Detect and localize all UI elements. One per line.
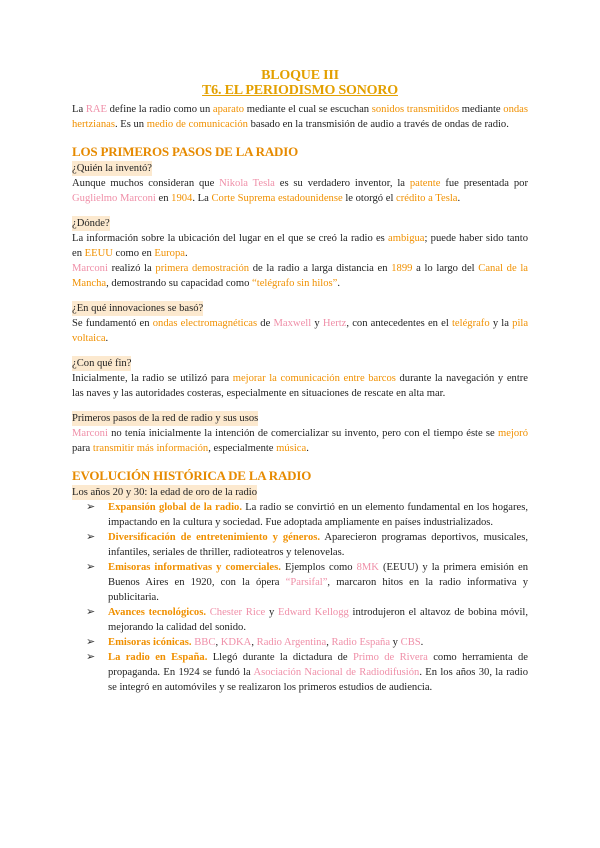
question-innovations: ¿En qué innovaciones se basó? xyxy=(72,303,204,314)
subheading-golden-age: Los años 20 y 30: la edad de oro de la radio xyxy=(72,487,258,498)
topic-title: T6. EL PERIODISMO SONORO xyxy=(202,83,398,98)
list-item: ➢ Avances tecnológicos. Chester Rice y Edward Kellogg introdujeron el altavoz de bobina móvil, mejorando la calidad del sonido. xyxy=(86,606,528,633)
question-who: ¿Quién la inventó? xyxy=(72,163,153,174)
section-heading-first-steps: LOS PRIMEROS PASOS DE LA RADIO xyxy=(72,144,298,159)
question-purpose: ¿Con qué fin? xyxy=(72,358,132,369)
paragraph-who: Aunque muchos consideran que Nikola Tesla es su verdadero inventor, la patente fue presentada por Guglielmo Marconi en 1904. La Corte Suprema estadounidense le otorgó el crédito a Tesla. xyxy=(72,178,528,204)
arrow-bullet-icon: ➢ xyxy=(86,501,96,513)
list-item: ➢ Expansión global de la radio. La radio se convirtió en un elemento fundamental en los hogares, impactando en la cultura y sociedad. Fue adoptada ampliamente en países industrializados. xyxy=(86,501,529,528)
paragraph-where-demo: Marconi realizó la primera demostración de la radio a larga distancia en 1899 a lo largo del Canal de la Mancha, demostrando su capacidad como “telégrafo sin hilos”. xyxy=(72,263,528,289)
paragraph-innovations: Se fundamentó en ondas electromagnéticas de Maxwell y Hertz, con antecedentes en el telégrafo y la pila voltaica. xyxy=(72,318,529,344)
list-item: ➢ Emisoras informativas y comerciales. Ejemplos como 8MK (EEUU) y la primera emisión en Buenos Aires en 1920, con la ópera “Parsifal”, marcaron hitos en la radio informativa y publicitaria. xyxy=(86,561,529,603)
paragraph-where: La información sobre la ubicación del lugar en el que se creó la radio es ambigua; puede haber sido tanto en EEUU como en Europa. xyxy=(72,233,528,259)
list-item: ➢ Diversificación de entretenimiento y géneros. Aparecieron programas deportivos, musicales, infantiles, seriales de thriller, radioteatros y telenovelas. xyxy=(86,531,528,558)
list-item: ➢ Emisoras icónicas. BBC, KDKA, Radio Argentina, Radio España y CBS. xyxy=(86,636,424,648)
section-heading-evolution: EVOLUCIÓN HISTÓRICA DE LA RADIO xyxy=(72,468,312,483)
evolution-list xyxy=(72,500,528,695)
arrow-bullet-icon: ➢ xyxy=(86,636,96,648)
arrow-bullet-icon: ➢ xyxy=(86,561,96,573)
arrow-bullet-icon: ➢ xyxy=(86,531,96,543)
intro-paragraph: La RAE define la radio como un aparato mediante el cual se escuchan sonidos transmitidos mediante ondas hertzianas. Es un medio de comunicación basado en la transmisión de audio a través de ondas de radio. xyxy=(72,104,528,130)
paragraph-purpose: Inicialmente, la radio se utilizó para mejorar la comunicación entre barcos durante la navegación y entre las naves y las autoridades costeras, especialmente en situaciones de rescate en alta mar. xyxy=(72,373,528,399)
arrow-bullet-icon: ➢ xyxy=(86,606,96,618)
block-title: BLOQUE III xyxy=(261,68,339,83)
arrow-bullet-icon: ➢ xyxy=(86,651,96,663)
list-item: ➢ La radio en España. Llegó durante la dictadura de Primo de Rivera como herramienta de propaganda. En 1924 se fundó la Asociación Nacional de Radiodifusión. En los años 30, la radio se integró en automóviles y se realizaron los primeros estudios de audiencia. xyxy=(86,651,529,693)
question-where: ¿Dónde? xyxy=(72,218,110,229)
paragraph-network: Marconi no tenía inicialmente la intención de comercializar su invento, pero con el tiempo éste se mejoró para transmitir más información, especialmente música. xyxy=(72,428,528,454)
question-network: Primeros pasos de la red de radio y sus usos xyxy=(72,413,259,424)
document-page xyxy=(72,68,528,695)
